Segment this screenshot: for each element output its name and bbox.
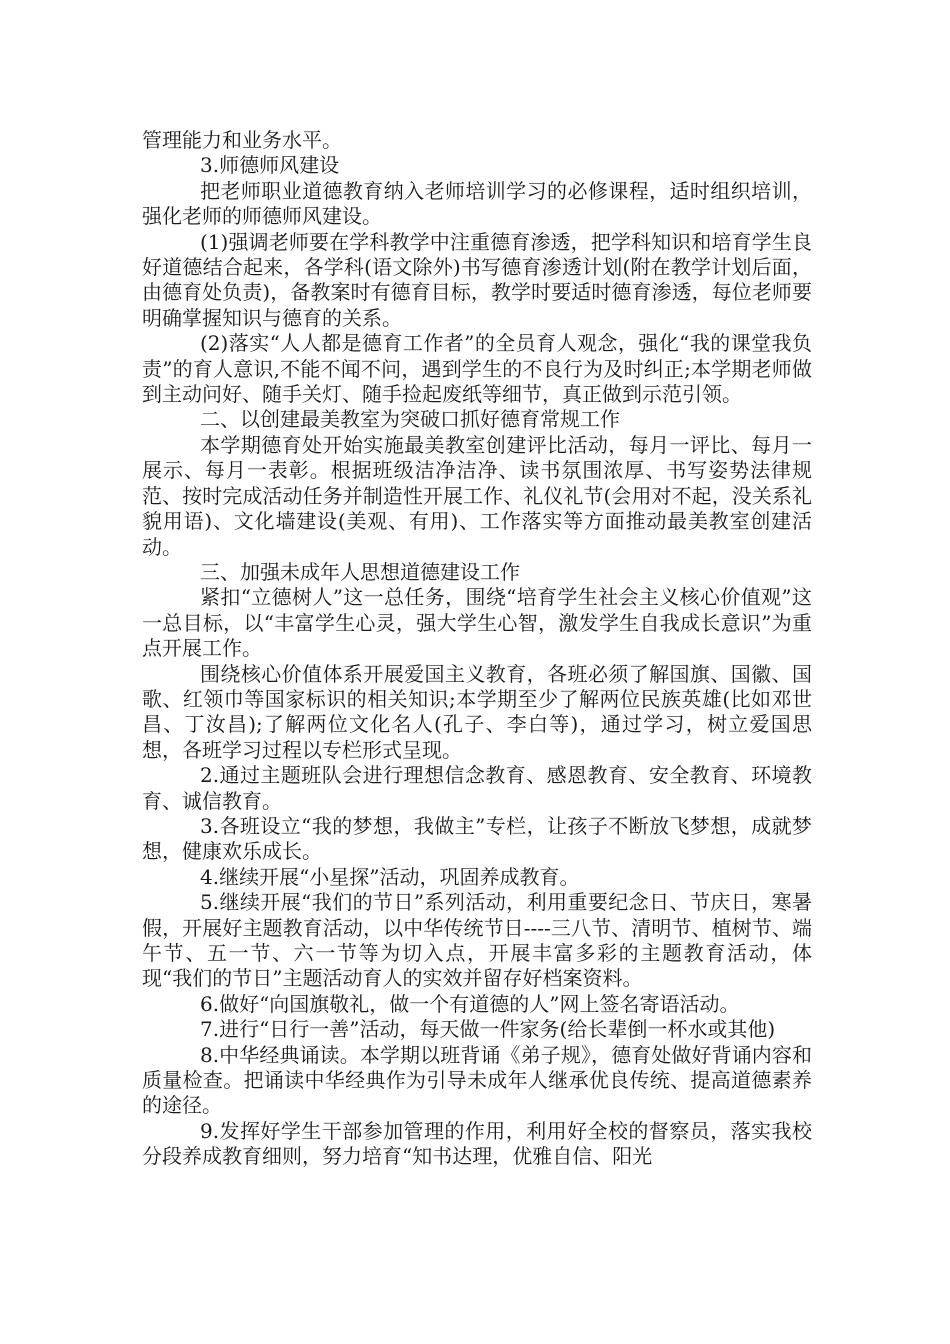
document-body — [142, 128, 812, 1170]
list-item: 5.继续开展“我们的节日”系列活动，利用重要纪念日、节庆日，寒暑假，开展好主题教育活动，以中华传统节日----三八节、清明节、植树节、端午节、五一节、六一节等为切入点，开展丰富多彩的主题教育活动，体现“我们的节日”主题活动育人的实效并留存好档案资料。 — [142, 890, 812, 991]
list-item: 4.继续开展“小星探”活动，巩固养成教育。 — [200, 864, 580, 889]
paragraph: 管理能力和业务水平。 — [142, 128, 342, 152]
list-item: 3.各班设立“我的梦想，我做主”专栏，让孩子不断放飞梦想，成就梦想，健康欢乐成长。 — [142, 813, 812, 864]
paragraph: (2)落实“人人都是德育工作者”的全员育人观念，强化“我的课堂我负责”的育人意识,不能不闻不问，遇到学生的不良行为及时纠正;本学期老师做到主动问好、随手关灯、随手捡起废纸等细节，真正做到示范引领。 — [142, 331, 812, 407]
paragraph: 本学期德育处开始实施最美教室创建评比活动，每月一评比、每月一展示、每月一表彰。根据班级洁净洁净、读书氛围浓厚、书写姿势法律规范、按时完成活动任务并制造性开展工作、礼仪礼节(会用对不起，没关系礼貌用语)、文化墙建设(美观、有用)、工作落实等方面推动最美教室创建活动。 — [142, 432, 812, 559]
paragraph: 紧扣“立德树人”这一总任务，围绕“培育学生社会主义核心价值观”这一总目标，以“丰富学生心灵，强大学生心智，激发学生自我成长意识”为重点开展工作。 — [142, 585, 812, 661]
section-heading: 三、加强未成年人思想道德建设工作 — [200, 559, 520, 584]
paragraph: 围绕核心价值体系开展爱国主义教育，各班必须了解国旗、国徽、国歌、红领巾等国家标识的相关知识;本学期至少了解两位民族英雄(比如邓世昌、丁汝昌);了解两位文化名人(孔子、李白等)，通过学习，树立爱国思想，各班学习过程以专栏形式呈现。 — [142, 661, 812, 762]
list-item: 9.发挥好学生干部参加管理的作用，利用好全校的督察员，落实我校分段养成教育细则，努力培育“知书达理，优雅自信、阳光 — [142, 1118, 812, 1169]
paragraph: 把老师职业道德教育纳入老师培训学习的必修课程，适时组织培训，强化老师的师德师风建设。 — [142, 178, 812, 229]
paragraph: (1)强调老师要在学科教学中注重德育渗透，把学科知识和培育学生良好道德结合起来，各学科(语文除外)书写德育渗透计划(附在教学计划后面，由德育处负责)，备教案时有德育目标，教学时要适时德育渗透，每位老师要明确掌握知识与德育的关系。 — [142, 229, 812, 330]
list-item: 2.通过主题班队会进行理想信念教育、感恩教育、安全教育、环境教育、诚信教育。 — [142, 763, 812, 813]
list-item: 7.进行“日行一善”活动，每天做一件家务(给长辈倒一杯水或其他) — [200, 1017, 776, 1042]
list-item: 6.做好“向国旗敬礼，做一个有道德的人”网上签名寄语活动。 — [200, 991, 740, 1016]
section-heading: 3.师德师风建设 — [200, 153, 340, 178]
section-heading: 二、以创建最美教室为突破口抓好德育常规工作 — [200, 407, 620, 432]
list-item: 8.中华经典诵读。本学期以班背诵《弟子规》，德育处做好背诵内容和质量检查。把诵读中华经典作为引导未成年人继承优良传统、提高道德素养的途径。 — [142, 1042, 812, 1118]
